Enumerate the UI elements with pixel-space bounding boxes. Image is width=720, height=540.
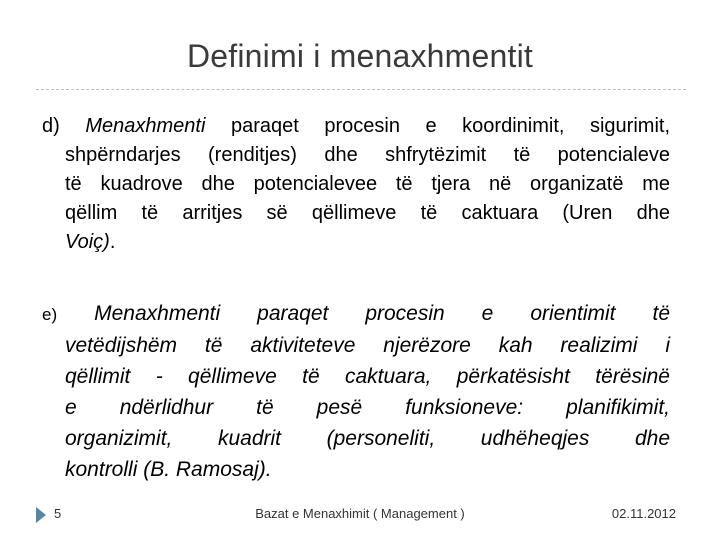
paragraph-e-line-1	[42, 298, 670, 330]
title-divider	[36, 89, 686, 90]
footer-date: 02.11.2012	[611, 506, 676, 521]
paragraph-e-line-1-rest: Menaxhmenti paraqet procesin e orientimit të	[94, 302, 671, 325]
paragraph-d-line-4: qëllim të arritjes së qëllimeve të caktuara (Uren dhe	[65, 202, 670, 224]
paragraph-d	[42, 112, 670, 257]
paragraph-e-source: (B. Ramosaj).	[137, 458, 272, 481]
paragraph-d-line-5	[42, 228, 670, 257]
paragraph-d-line-3: të kuadrove dhe potencialevee të tjera në organizatë me	[65, 173, 670, 195]
paragraph-d-line-2: shpërndarjes (renditjes) dhe shfrytëzimit të potencialeve	[65, 144, 670, 166]
paragraph-d-end: .	[109, 231, 116, 253]
paragraph-e-line-5: organizimit, kuadrit (personeliti, udhëheqjes dhe	[65, 427, 670, 450]
paragraph-e-marker: e)	[42, 305, 58, 324]
paragraph-e	[42, 298, 670, 485]
paragraph-d-line-1-rest: paraqet procesin e koordinimit, sigurimit,	[205, 115, 670, 137]
paragraph-e-line-2: vetëdijshëm të aktiviteteve njerëzore kah realizimi i	[65, 334, 670, 357]
paragraph-e-line-6	[42, 454, 670, 485]
paragraph-d-term: Menaxhmenti	[85, 115, 206, 137]
slide-title: Definimi i menaxhmentit	[186, 38, 534, 74]
paragraph-e-line-3: qëllimit - qëllimeve të caktuara, përkatësisht tërësinë	[65, 365, 670, 388]
footer-page-number: 5	[54, 506, 62, 521]
paragraph-e-line-6-a: kontrolli	[65, 458, 138, 481]
paragraph-d-marker: d)	[42, 115, 60, 137]
footer-center-text: Bazat e Menaxhimit ( Management )	[255, 506, 465, 521]
paragraph-e-line-4: e ndërlidhur të pesë funksioneve: planifikimit,	[65, 396, 670, 419]
paragraph-d-line-1	[42, 112, 670, 141]
paragraph-d-source: Voiç)	[65, 231, 110, 253]
